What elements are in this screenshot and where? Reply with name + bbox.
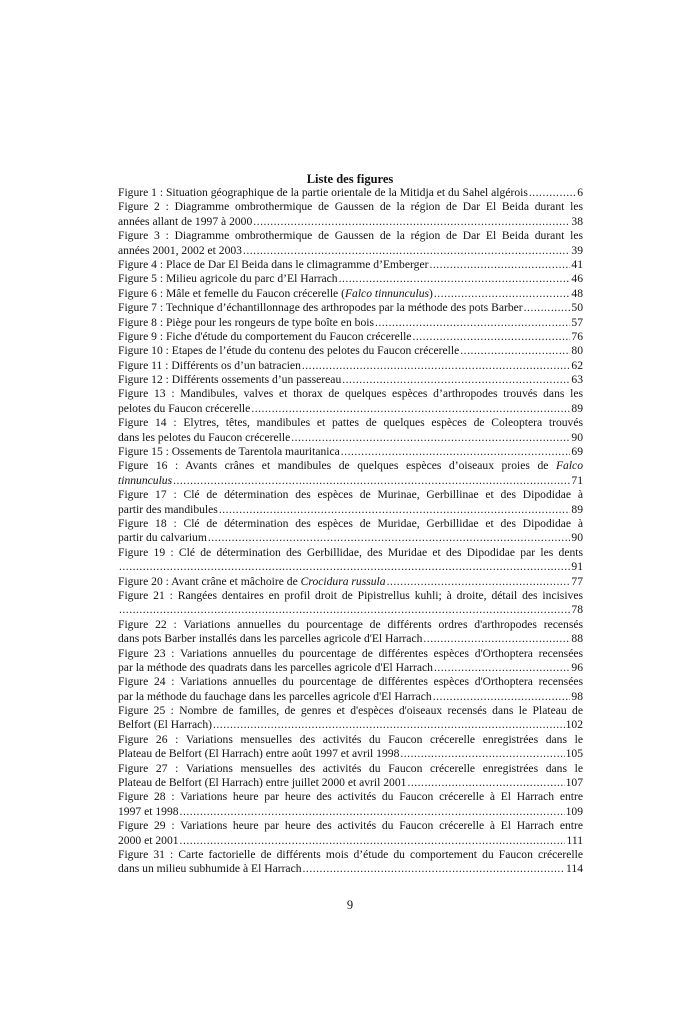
leader-dots — [243, 244, 570, 258]
figure-page-number: 89 — [571, 502, 583, 516]
figure-entry-text: Figure 3 : Diagramme ombrothermique de Gaussen de la région de Dar El Beida durant les — [118, 229, 583, 243]
leader-dots — [529, 186, 576, 200]
figure-page-number: 98 — [571, 689, 583, 703]
figure-entry — [118, 229, 583, 258]
page-title: Liste des figures — [306, 172, 394, 186]
leader-dots — [342, 373, 570, 387]
figure-page-number: 41 — [571, 257, 583, 271]
figure-page-number: 90 — [571, 531, 583, 545]
figure-page-number: 114 — [566, 862, 583, 876]
figure-entry-text: Figure 26 : Variations mensuelles des activités du Faucon crécerelle enregistrées dans le — [118, 732, 583, 746]
leader-dots — [208, 531, 571, 545]
figure-entry-text: par la méthode du fauchage dans les parcelles agricole d'El Harrach — [118, 689, 432, 703]
figure-page-number: 96 — [571, 660, 583, 674]
figure-entry-text: Figure 5 : Milieu agricole du parc d’El Harrach — [118, 272, 338, 286]
figure-entry — [118, 848, 583, 877]
leader-dots — [303, 862, 566, 876]
leader-dots — [434, 661, 570, 675]
figure-entry-text: Figure 16 : Avants crânes et mandibules de quelques espèces d’oiseaux proies de Falco — [118, 459, 583, 473]
figure-entry-text: Figure 24 : Variations annuelles du pourcentage de différentes espèces d'Orthoptera recensées — [118, 675, 583, 689]
figure-entry-text: Figure 6 : Mâle et femelle du Faucon crécerelle (Falco tinnunculus) — [118, 286, 433, 300]
figure-entry-text: partir des mandibules — [118, 502, 218, 516]
figure-entry-text: dans les pelotes du Faucon crécerelle — [118, 430, 291, 444]
figure-entry-text: Figure 20 : Avant crâne et mâchoire de Crocidura russula — [118, 574, 386, 588]
figure-page-number: 90 — [571, 430, 583, 444]
figure-entry — [118, 344, 583, 358]
figure-entry-text: Figure 7 : Technique d’échantillonnage des arthropodes par la méthode des pots Barber — [118, 301, 523, 315]
figure-page-number: 63 — [571, 373, 583, 387]
figure-list — [118, 186, 583, 877]
figure-entry-text: Figure 9 : Fiche d'étude du comportement du Faucon crécerelle — [118, 329, 412, 343]
figure-page-number: 38 — [571, 214, 583, 228]
leader-dots — [339, 272, 571, 286]
leader-dots — [524, 301, 571, 315]
figure-page-number: 80 — [571, 344, 583, 358]
figure-entry-text: Figure 19 : Clé de détermination des Gerbillidae, des Muridae et des Dipodidae par les dents — [118, 545, 583, 559]
figure-entry-text: Plateau de Belfort (El Harrach) entre juillet 2000 et avril 2001 — [118, 776, 407, 790]
figure-entry — [118, 546, 583, 575]
figure-entry — [118, 301, 583, 315]
figure-entry — [118, 445, 583, 459]
leader-dots — [375, 316, 570, 330]
leader-dots — [423, 632, 570, 646]
figure-entry-text: Figure 22 : Variations annuelles du pourcentage de différents ordres d'arthropodes recensés — [118, 617, 583, 631]
figure-page-number: 62 — [571, 358, 583, 372]
figure-entry — [118, 416, 583, 445]
figure-entry-text: Figure 8 : Piège pour les rongeurs de type boîte en bois — [118, 315, 374, 329]
figure-entry — [118, 618, 583, 647]
figure-entry — [118, 819, 583, 848]
figure-entry-text: Figure 4 : Place de Dar El Beida dans le climagramme d’Emberger — [118, 257, 429, 271]
leader-dots — [433, 690, 571, 704]
leader-dots — [219, 503, 571, 517]
figure-entry — [118, 258, 583, 272]
leader-dots — [173, 474, 570, 488]
figure-page-number: 50 — [571, 301, 583, 315]
figure-entry-text: 1997 et 1998 — [118, 804, 179, 818]
figure-entry — [118, 287, 583, 301]
leader-dots — [400, 747, 564, 761]
figure-page-number: 88 — [571, 632, 583, 646]
figure-entry — [118, 575, 583, 589]
figure-page-number: 111 — [566, 833, 583, 847]
leader-dots — [213, 718, 565, 732]
figure-page-number: 39 — [571, 243, 583, 257]
figure-entry-text: Figure 11 : Différents os d’un batracien — [118, 358, 301, 372]
leader-dots — [387, 575, 571, 589]
leader-dots — [341, 445, 571, 459]
figure-page-number: 109 — [565, 804, 583, 818]
figure-entry-text: Figure 15 : Ossements de Tarentola mauritanica — [118, 445, 340, 459]
figure-entry-text: Figure 29 : Variations heure par heure des activités du Faucon crécerelle à El Harrach entre — [118, 819, 583, 833]
figure-entry — [118, 675, 583, 704]
figure-entry-text: Plateau de Belfort (El Harrach) entre août 1997 et avril 1998 — [118, 747, 400, 761]
leader-dots — [434, 287, 571, 301]
leader-dots — [302, 359, 571, 373]
figure-entry-text: Figure 28 : Variations heure par heure des activités du Faucon crécerelle à El Harrach entre — [118, 790, 583, 804]
figure-entry — [118, 647, 583, 676]
leader-dots — [251, 402, 570, 416]
figure-page-number: 46 — [571, 272, 583, 286]
figure-entry-text: partir du calvarium — [118, 531, 207, 545]
leader-dots — [407, 776, 564, 790]
figure-entry — [118, 200, 583, 229]
figure-entry-text: Figure 17 : Clé de détermination des espèces de Murinae, Gerbillinae et des Dipodidae à — [118, 488, 583, 502]
figure-entry-text: pelotes du Faucon crécerelle — [118, 401, 251, 415]
figure-page-number: 6 — [577, 186, 583, 199]
figure-entry-text: Figure 31 : Carte factorielle de différents mois d’étude du comportement du Faucon crécerelle — [118, 847, 583, 861]
figure-entry-text: Figure 1 : Situation géographique de la partie orientale de la Mitidja et du Sahel algérois — [118, 186, 528, 199]
leader-dots — [180, 834, 566, 848]
leader-dots — [460, 344, 570, 358]
figure-page-number: 78 — [571, 603, 583, 617]
figure-entry — [118, 186, 583, 200]
figure-entry — [118, 589, 583, 618]
figure-entry-text: Figure 27 : Variations mensuelles des activités du Faucon crécerelle enregistrées dans le — [118, 761, 583, 775]
figure-entry — [118, 373, 583, 387]
figure-entry-text: Figure 21 : Rangées dentaires en profil droit de Pipistrellus kuhli; à droite, détail des incisives — [118, 588, 583, 602]
figure-page-number: 89 — [571, 401, 583, 415]
figure-entry-text: Figure 25 : Nombre de familles, de genres et d'espèces d'oiseaux recensés dans le Plateau de — [118, 704, 583, 718]
figure-entry — [118, 359, 583, 373]
figure-entry-text: 2000 et 2001 — [118, 833, 179, 847]
figure-page-number: 91 — [571, 560, 583, 574]
figure-entry-text: Figure 23 : Variations annuelles du pourcentage de différentes espèces d'Orthoptera recensées — [118, 646, 583, 660]
figure-page-number: 71 — [571, 473, 583, 487]
figure-entry — [118, 762, 583, 791]
leader-dots — [253, 215, 570, 229]
figure-entry-text: Figure 10 : Etapes de l’étude du contenu des pelotes du Faucon crécerelle — [118, 344, 460, 358]
leader-dots — [119, 560, 570, 574]
figure-page-number: 77 — [571, 574, 583, 588]
figure-entry — [118, 330, 583, 344]
figure-entry-text: dans pots Barber installés dans les parcelles agricole d'El Harrach — [118, 632, 423, 646]
leader-dots — [429, 258, 570, 272]
figure-entry-text: par la méthode des quadrats dans les parcelles agricole d'El Harrach — [118, 660, 433, 674]
figure-entry-text: Belfort (El Harrach) — [118, 718, 212, 732]
figure-entry-text: Figure 12 : Différents ossements d’un passereau — [118, 373, 342, 387]
figure-entry-text: années allant de 1997 à 2000 — [118, 214, 253, 228]
figure-entry — [118, 272, 583, 286]
figure-entry-text: tinnunculus — [118, 473, 173, 487]
figure-entry-text: années 2001, 2002 et 2003 — [118, 243, 242, 257]
figure-entry — [118, 316, 583, 330]
figure-page-number: 48 — [571, 286, 583, 300]
figure-page-number: 107 — [565, 776, 583, 790]
figure-page-number: 57 — [571, 315, 583, 329]
figure-entry — [118, 387, 583, 416]
leader-dots — [412, 330, 570, 344]
figure-entry — [118, 488, 583, 517]
figure-entry-text: Figure 13 : Mandibules, valves et thorax de quelques espèces d’arthropodes trouvés dans les — [118, 387, 583, 401]
figure-entry — [118, 704, 583, 733]
page-number: 9 — [346, 898, 354, 912]
figure-entry-text: Figure 18 : Clé de détermination des espèces de Muridae, Gerbillidae et des Dipodidae à — [118, 516, 583, 530]
figure-entry — [118, 459, 583, 488]
figure-page-number: 76 — [571, 329, 583, 343]
leader-dots — [119, 603, 570, 617]
figure-page-number: 102 — [565, 718, 583, 732]
figure-entry — [118, 733, 583, 762]
figure-entry-text: Figure 2 : Diagramme ombrothermique de Gaussen de la région de Dar El Beida durant les — [118, 200, 583, 214]
figure-page-number: 69 — [571, 445, 583, 459]
figure-page-number: 105 — [565, 747, 583, 761]
leader-dots — [291, 431, 570, 445]
figure-entry — [118, 517, 583, 546]
figure-entry-text: dans un milieu subhumide à El Harrach — [118, 862, 302, 876]
leader-dots — [180, 805, 565, 819]
figure-entry-text: Figure 14 : Elytres, têtes, mandibules et pattes de quelques espèces de Coleoptera trouvés — [118, 416, 583, 430]
figure-entry — [118, 790, 583, 819]
